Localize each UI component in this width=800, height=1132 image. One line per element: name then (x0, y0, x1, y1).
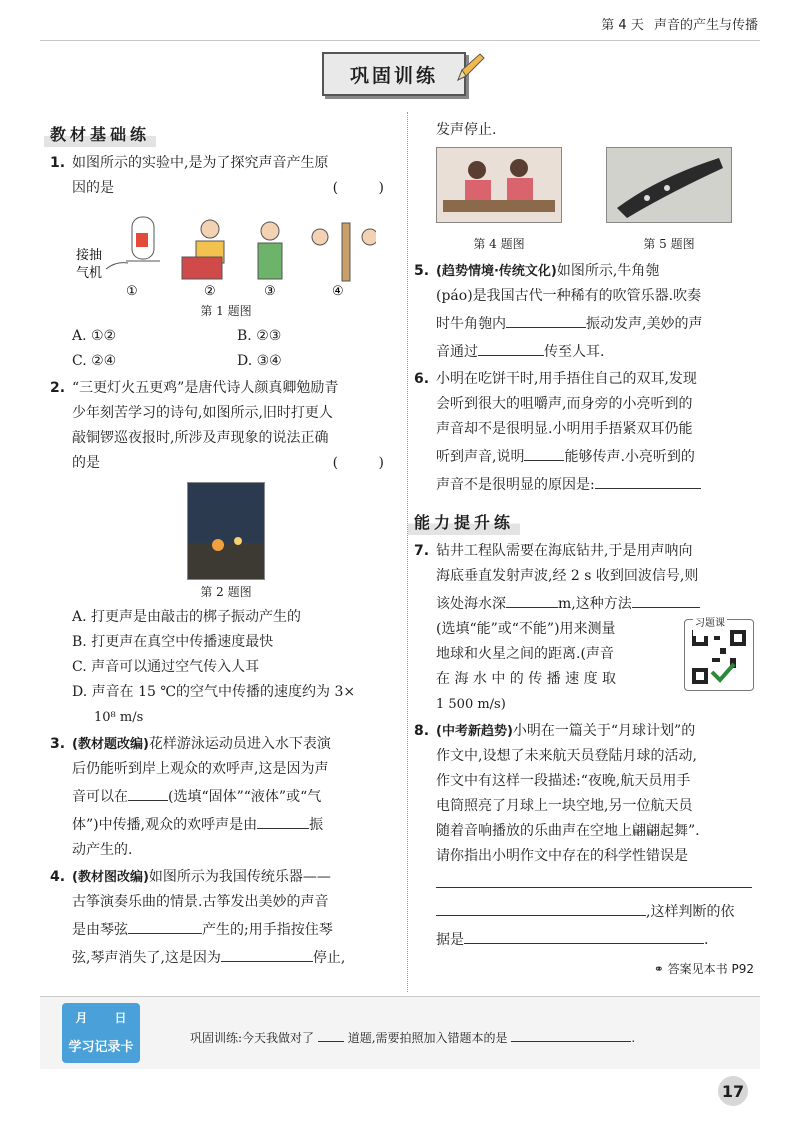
question-7 (414, 539, 754, 717)
question-text: 是由琴弦 (72, 922, 128, 938)
answer-blank[interactable] (257, 810, 309, 829)
question-text: 少年刻苦学习的诗句,如图所示,旧时打更人 (72, 405, 333, 421)
option-b[interactable]: B. 打更声在真空中传播速度最快 (72, 634, 274, 650)
question-text: 的是 (72, 455, 100, 471)
question-text: 如图所示的实验中,是为了探究声音产生原 (72, 155, 329, 171)
card-title: 学习记录卡 (68, 1040, 134, 1055)
figure-label: ③ (264, 284, 276, 299)
option-d[interactable]: D. ③④ (237, 353, 282, 369)
question-text: 会听到很大的咀嚼声,而身旁的小亮听到的 (436, 396, 693, 412)
right-column (414, 118, 754, 982)
record-text: 巩固训练:今天我做对了 (190, 1031, 315, 1045)
question-text: 产生的;用手指按住琴 (202, 922, 333, 938)
question-text: 小明在一篇关于“月球计划”的 (512, 723, 696, 739)
answer-blank[interactable] (436, 897, 646, 916)
option-d[interactable]: D. 声音在 15 ℃的空气中传播的速度约为 3× (72, 684, 356, 700)
option-a[interactable]: A. 打更声是由敲击的梆子振动产生的 (72, 609, 302, 625)
question-number: 1. (50, 155, 66, 171)
answer-blank[interactable] (524, 442, 564, 461)
answer-blank[interactable] (595, 470, 701, 489)
question-text: 传至人耳. (544, 344, 605, 360)
question-text: (选填“能”或“不能”)用来测量 (436, 621, 616, 637)
question-text: “三更灯火五更鸡”是唐代诗人颜真卿勉励青 (72, 380, 339, 396)
card-month: 月 (75, 1011, 88, 1025)
question-text: 随着音响播放的乐曲声在空地上翩翩起舞”. (436, 823, 700, 839)
question-3 (50, 732, 402, 863)
study-record-card (62, 1003, 140, 1063)
option-b[interactable]: B. ②③ (237, 328, 282, 344)
figure-q1 (76, 207, 376, 299)
question-text: 时牛角匏内 (436, 316, 506, 332)
figure-q2-photo (187, 482, 265, 580)
link-icon: ⚭ (653, 962, 664, 976)
question-text: 因的是 (72, 180, 114, 196)
question-text: 振 (309, 817, 324, 833)
figure-q4 (436, 147, 562, 257)
figure-label: ④ (332, 284, 344, 299)
question-number: 8. (414, 723, 430, 739)
question-tag: (教材题改编) (72, 737, 149, 752)
study-record-footer (40, 996, 760, 1069)
answer-reference-text: 答案见本书 P92 (667, 962, 754, 976)
question-text: 弦,琴声消失了,这是因为 (72, 950, 221, 966)
question-text: 1 500 m/s) (436, 697, 506, 712)
question-2 (50, 376, 402, 476)
question-text: 能够传声.小亮听到的 (564, 449, 695, 465)
record-line: 巩固训练:今天我做对了 道题,需要拍照加入错题本的是 . (190, 1027, 635, 1046)
header-topic: 声音的产生与传播 (653, 18, 758, 33)
option-a[interactable]: A. ①② (72, 328, 117, 344)
figure-q5-photo (606, 147, 732, 223)
question-5 (414, 259, 754, 365)
question-text: 据是 (436, 932, 464, 948)
answer-blank[interactable] (128, 782, 168, 801)
answer-blank[interactable] (221, 943, 313, 962)
answer-blank[interactable] (632, 589, 700, 608)
question-4 (50, 865, 402, 971)
column-divider (407, 112, 408, 992)
qr-code[interactable] (684, 619, 754, 691)
running-header (595, 14, 758, 33)
question-text: 音可以在 (72, 789, 128, 805)
left-column (50, 122, 402, 971)
options-q1 (50, 324, 402, 374)
answer-parentheses[interactable]: ( ) (332, 180, 402, 196)
answer-blank[interactable] (506, 309, 586, 328)
question-text: 海底垂直发射声波,经 2 s 收到回波信号,则 (436, 568, 699, 584)
wrong-list-blank[interactable] (511, 1027, 631, 1042)
question-number: 2. (50, 380, 66, 396)
question-text: 如图所示为我国传统乐器—— (148, 869, 331, 885)
question-text: 作文中有这样一段描述:“夜晚,航天员用手 (436, 773, 691, 789)
figures-q4-q5 (414, 147, 754, 257)
question-text: ,这样判断的依 (646, 904, 735, 920)
question-text: 古筝演奏乐曲的情景.古筝发出美妙的声音 (72, 894, 329, 910)
question-number: 7. (414, 543, 430, 559)
option-c[interactable]: C. ②④ (72, 353, 117, 369)
question-text: 听到声音,说明 (436, 449, 525, 465)
question-text: 电筒照亮了月球上一块空地,另一位航天员 (436, 798, 693, 814)
question-text: 后仍能听到岸上观众的欢呼声,这是因为声 (72, 761, 329, 777)
question-text: 请你指出小明作文中存在的科学性错误是 (436, 848, 688, 864)
answer-blank[interactable] (436, 869, 752, 888)
correct-count-blank[interactable] (318, 1027, 344, 1042)
record-text: 道题,需要拍照加入错题本的是 (347, 1031, 508, 1045)
qr-code-icon (690, 628, 748, 686)
header-day: 第 4 天 (601, 18, 644, 33)
answer-blank[interactable] (506, 589, 558, 608)
question-tag: (教材图改编) (72, 870, 149, 885)
option-d-cont: 10⁸ m/s (94, 710, 144, 725)
option-c[interactable]: C. 声音可以通过空气传入人耳 (72, 659, 260, 675)
figure-label: 气机 (76, 266, 103, 281)
question-text: (páo)是我国古代一种稀有的吹管乐器.吹奏 (436, 288, 702, 304)
answer-blank[interactable] (464, 925, 704, 944)
question-6 (414, 367, 754, 498)
question-text: 小明在吃饼干时,用手捂住自己的双耳,发现 (436, 371, 697, 387)
section-heading-advanced: 能力提升练 (408, 510, 520, 535)
question-text: 振动发声,美妙的声 (586, 316, 703, 332)
page-number: 17 (718, 1076, 748, 1106)
question-number: 6. (414, 371, 430, 387)
question-text: 声音却不是很明显.小明用手捂紧双耳仍能 (436, 421, 693, 437)
question-tag: (趋势情境·传统文化) (436, 264, 557, 279)
question-number: 5. (414, 263, 430, 279)
question-4-cont: 发声停止. (436, 122, 497, 138)
question-text: 钻井工程队需要在海底钻井,于是用声呐向 (436, 543, 693, 559)
figure-label: ① (126, 284, 138, 299)
question-text: 体”)中传播,观众的欢呼声是由 (72, 817, 258, 833)
question-text: 音通过 (436, 344, 478, 360)
question-text: (选填“固体”“液体”或“气 (168, 789, 322, 805)
figure-q4-photo (436, 147, 562, 223)
question-1 (50, 151, 402, 201)
section-heading-basic: 教材基础练 (44, 122, 156, 147)
card-day: 日 (114, 1011, 127, 1025)
answer-parentheses[interactable]: ( ) (332, 455, 402, 471)
figure-q5 (606, 147, 732, 257)
section-banner: 巩固训练 (322, 52, 466, 96)
question-text: m,这种方法 (558, 596, 632, 612)
question-text: 该处海水深 (436, 596, 506, 612)
question-text: 停止, (312, 950, 346, 966)
question-text: 如图所示,牛角匏 (556, 263, 660, 279)
answer-blank[interactable] (128, 915, 202, 934)
question-text: 在 海 水 中 的 传 播 速 度 取 (436, 671, 617, 687)
header-rule (40, 40, 760, 41)
question-tag: (中考新趋势) (436, 724, 513, 739)
question-text: 声音不是很明显的原因是: (436, 477, 595, 493)
question-text: 敲铜锣巡夜报时,所涉及声现象的说法正确 (72, 430, 329, 446)
question-8: 8. (中考新趋势)小明在一篇关于“月球计划”的 作文中,设想了未来航天员登陆月球的活动, 作文中有这样一段描述:“夜晚,航天员用手 电筒照亮了月球上一块空地,另一位航天员 随着音响播放的乐曲声在空地上翩翩起舞”. 请你指出小明作文中存在的科学性错误是 ,这样判断的依 据是 . (414, 719, 754, 953)
pencil-icon (452, 50, 488, 86)
answer-blank[interactable] (478, 337, 544, 356)
figure-caption: 第 1 题图 (200, 304, 252, 318)
question-text: 作文中,设想了未来航天员登陆月球的活动, (436, 748, 697, 764)
figure-label: ② (204, 284, 216, 299)
figure-caption: 第 4 题图 (473, 237, 525, 251)
question-number: 3. (50, 736, 66, 752)
qr-label: 习题课 (693, 611, 727, 636)
question-text: 花样游泳运动员进入水下表演 (148, 736, 331, 752)
question-text: 动产生的. (72, 842, 133, 858)
question-number: 4. (50, 869, 66, 885)
question-text: 地球和火星之间的距离.(声音 (436, 646, 614, 662)
figure-caption: 第 2 题图 (200, 585, 252, 599)
figure-label: 接抽 (76, 248, 103, 263)
answer-reference (414, 957, 754, 982)
figure-caption: 第 5 题图 (643, 237, 695, 251)
